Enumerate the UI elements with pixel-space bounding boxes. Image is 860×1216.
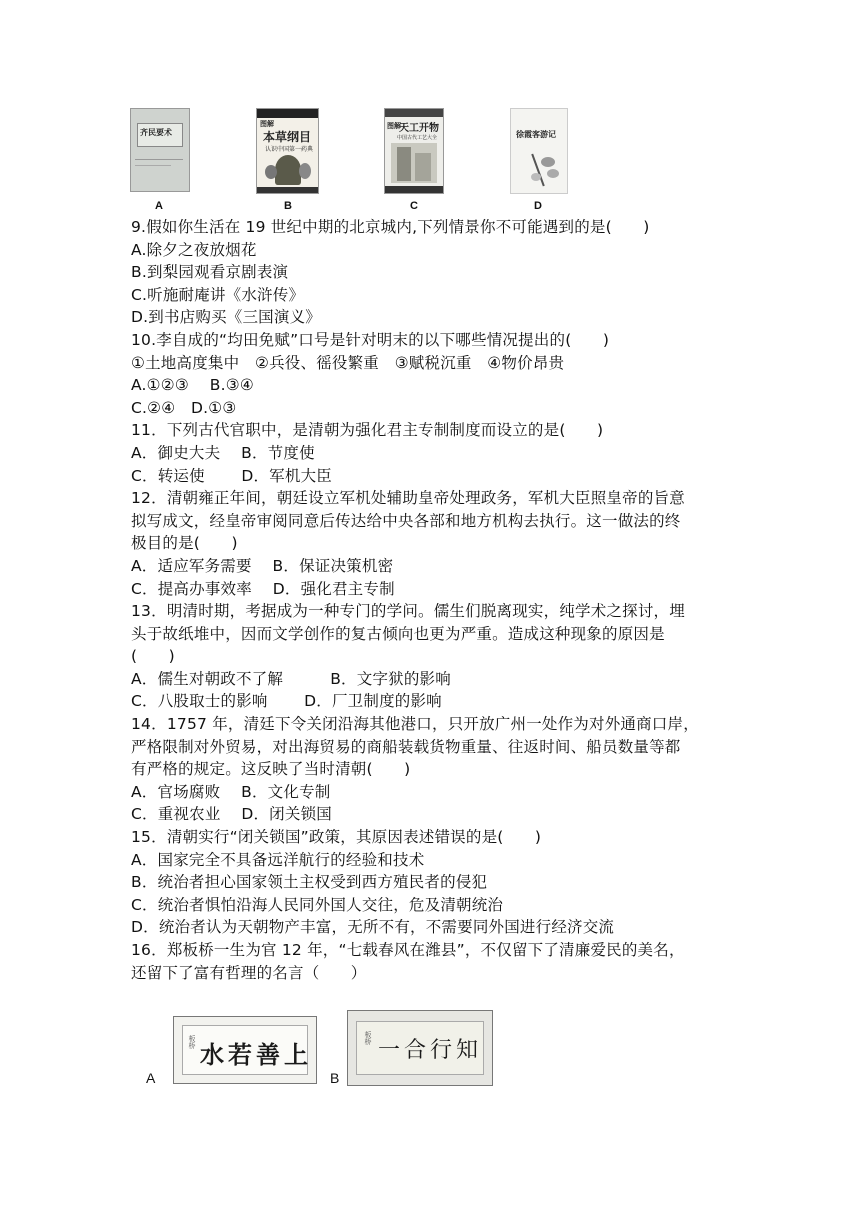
cover-letter-d: D — [534, 200, 542, 212]
cover-letter-a: A — [155, 200, 163, 212]
cover-letter-b: B — [284, 200, 292, 212]
text-line: A.除夕之夜放烟花 — [131, 240, 257, 259]
text-line: 有严格的规定。这反映了当时清朝( ) — [131, 760, 411, 779]
book-cover-a — [130, 108, 190, 212]
calligraphy-options — [0, 1010, 860, 1090]
text-line: A．御史大夫 B．节度使 — [131, 443, 315, 462]
text-line: C.②④ D.①③ — [131, 398, 237, 417]
text-line: B．统治者担心国家领土主权受到西方殖民者的侵犯 — [131, 873, 488, 892]
cover-image-a — [130, 108, 190, 192]
cover-subtitle-c: 中国古代工艺大全 — [397, 135, 438, 141]
book-cover-row — [0, 108, 860, 214]
text-line: C．八股取士的影响 D．厂卫制度的影响 — [131, 692, 442, 711]
text-line: C．统治者惧怕沿海人民同外国人交往，危及清朝统治 — [131, 895, 504, 914]
option-letter-a: A — [146, 1070, 156, 1086]
text-line: B.到梨园观看京剧表演 — [131, 263, 289, 282]
text-line: 还留下了富有哲理的名言（ ） — [131, 963, 367, 982]
cover-title-d: 徐霞客游记 — [516, 130, 556, 139]
text-line: 11．下列古代官职中，是清朝为强化君主专制制度而设立的是( ) — [131, 421, 604, 440]
option-letter-b: B — [330, 1070, 340, 1086]
signature-a: 板桥 — [188, 1035, 196, 1049]
text-line: 15．清朝实行“闭关锁国”政策，其原因表述错误的是( ) — [131, 828, 542, 847]
book-cover-c — [384, 108, 444, 212]
cover-letter-c: C — [410, 200, 418, 212]
cover-topline-c: 图解 — [387, 122, 401, 130]
cover-image-d — [510, 108, 568, 194]
text-line: 13．明清时期，考据成为一种专门的学问。儒生们脱离现实，纯学术之探讨，埋 — [131, 602, 685, 621]
cover-title-a: 齐民要术 — [140, 128, 172, 137]
text-line: ( ) — [131, 647, 175, 666]
text-line: 9.假如你生活在 19 世纪中期的北京城内,下列情景你不可能遇到的是( ) — [131, 218, 650, 236]
text-line: C．提高办事效率 D．强化君主专制 — [131, 579, 395, 598]
text-line: D．统治者认为天朝物产丰富，无所不有，不需要同外国进行经济交流 — [131, 918, 615, 937]
cover-image-c — [384, 108, 444, 194]
text-line: C.听施耐庵讲《水浒传》 — [131, 285, 305, 304]
book-cover-b — [256, 108, 319, 212]
text-line: C．转运使 D．军机大臣 — [131, 466, 332, 485]
cover-topline-b: 图解 — [260, 120, 274, 128]
calligraphy-text-a: 上善若水 — [200, 1040, 312, 1069]
text-line: 严格限制对外贸易，对出海贸易的商船装载货物重量、往返时间、船员数量等都 — [131, 737, 681, 756]
text-line: A．儒生对朝政不了解 B．文字狱的影响 — [131, 669, 451, 688]
text-line: A．官场腐败 B．文化专制 — [131, 782, 331, 801]
text-line: 拟写成文，经皇帝审阅同意后传达给中央各部和地方机构去执行。这一做法的终 — [131, 511, 681, 530]
calligraphy-text-b: 知行合一 — [378, 1038, 483, 1063]
text-line: C．重视农业 D．闭关锁国 — [131, 805, 332, 824]
text-line: 16．郑板桥一生为官 12 年，“七载春风在潍县”，不仅留下了清廉爱民的美名， — [131, 941, 685, 959]
signature-b: 板桥 — [364, 1031, 372, 1045]
text-line: A．适应军务需要 B．保证决策机密 — [131, 556, 394, 575]
text-line: 14．1757 年，清廷下令关闭沿海其他港口，只开放广州一处作为对外通商口岸， — [131, 715, 699, 734]
text-line: A.①②③ B.③④ — [131, 376, 254, 395]
cover-subtitle-b: 认识中国第一药典 — [265, 146, 314, 153]
cover-title-c: 天工开物 — [399, 123, 439, 134]
text-line: 头于故纸堆中，因而文学创作的复古倾向也更为严重。造成这种现象的原因是 — [131, 624, 665, 643]
cover-title-b: 本草纲目 — [263, 130, 312, 144]
text-line: ①土地高度集中 ②兵役、徭役繁重 ③赋税沉重 ④物价昂贵 — [131, 353, 565, 372]
text-line: D.到书店购买《三国演义》 — [131, 308, 321, 327]
calligraphy-scroll-a — [173, 1016, 317, 1084]
question-text — [131, 216, 731, 984]
cover-image-b — [256, 108, 319, 194]
calligraphy-scroll-b — [347, 1010, 493, 1086]
text-line: 极目的是( ) — [131, 534, 238, 553]
text-line: 10.李自成的“均田免赋”口号是针对明末的以下哪些情况提出的( ) — [131, 330, 610, 349]
book-cover-d — [510, 108, 568, 212]
text-line: A．国家完全不具备远洋航行的经验和技术 — [131, 850, 425, 869]
text-line: 12．清朝雍正年间，朝廷设立军机处辅助皇帝处理政务，军机大臣照皇帝的旨意 — [131, 489, 685, 508]
